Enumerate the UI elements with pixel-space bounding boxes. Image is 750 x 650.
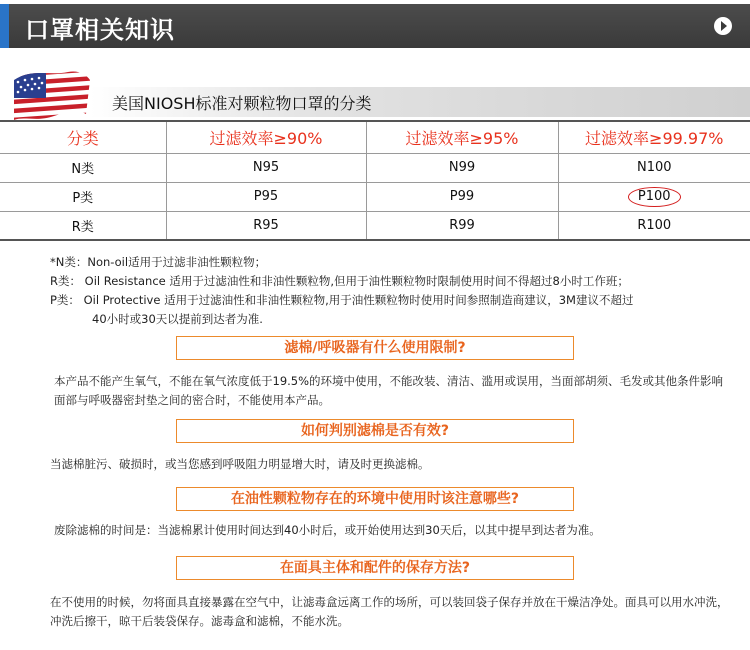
table-cell: N100	[558, 153, 750, 182]
table-header-cell: 过滤效率≥90%	[166, 121, 366, 153]
table-header-cell: 过滤效率≥95%	[366, 121, 558, 153]
note-n: *N类：Non-oil适用于过滤非油性颗粒物；	[50, 255, 267, 269]
highlighted-value: P100	[628, 187, 681, 207]
question-box: 在油性颗粒物存在的环境中使用时该注意哪些?	[176, 487, 574, 511]
subheader-title: 美国NIOSH标准对颗粒物口罩的分类	[112, 94, 372, 113]
table-cell: R类	[0, 211, 166, 240]
table-row	[0, 182, 750, 211]
table-header-row	[0, 121, 750, 153]
table-cell	[558, 182, 750, 211]
table-cell: P95	[166, 182, 366, 211]
question-box: 在面具主体和配件的保存方法?	[176, 556, 574, 580]
note-p: P类： Oil Protective 适用于过滤油性和非油性颗粒物,用于油性颗粒物时使用时间参照制造商建议，3M建议不超过	[50, 293, 634, 307]
page-title: 口罩相关知识	[25, 16, 175, 44]
table-row	[0, 211, 750, 240]
classification-notes	[50, 253, 633, 329]
table-cell: R95	[166, 211, 366, 240]
table-header-cell: 过滤效率≥99.97%	[558, 121, 750, 153]
table-cell: R100	[558, 211, 750, 240]
table-cell: N95	[166, 153, 366, 182]
note-r: R类： Oil Resistance 适用于过滤油性和非油性颗粒物,但用于油性颗粒物时限制使用时间不得超过8小时工作班；	[50, 274, 629, 288]
table-header-cell: 分类	[0, 121, 166, 153]
niosh-classification-table	[0, 120, 750, 241]
table-cell: P99	[366, 182, 558, 211]
table-cell: N99	[366, 153, 558, 182]
question-box: 滤棉/呼吸器有什么使用限制?	[176, 336, 574, 360]
table-row	[0, 153, 750, 182]
answer-text: 在不使用的时候，勿将面具直接暴露在空气中，让滤毒盒远离工作的场所，可以装回袋子保存并放在干燥洁净处。面具可以用水冲洗，冲洗后擦干，晾干后装袋保存。滤毒盒和滤棉，不能水洗。	[50, 595, 729, 628]
answer-text: 废除滤棉的时间是：当滤棉累计使用时间达到40小时后，或开始使用达到30天后，以其中提早到达者为准。	[54, 523, 601, 537]
us-flag-icon	[10, 66, 92, 124]
question-box: 如何判别滤棉是否有效?	[176, 419, 574, 443]
answer-text: 当滤棉脏污、破损时，或当您感到呼吸阻力明显增大时，请及时更换滤棉。	[50, 457, 430, 471]
page-header	[0, 4, 750, 48]
answer-text: 本产品不能产生氧气，不能在氧气浓度低于19.5%的环境中使用，不能改装、清洁、滥用或误用，当面部胡须、毛发或其他条件影响面部与呼吸器密封垫之间的密合时，不能使用本产品。	[54, 374, 724, 407]
note-p-continued: 40小时或30天以提前到达者为准.	[92, 312, 263, 326]
table-cell: N类	[0, 153, 166, 182]
subheader-bar	[90, 87, 750, 117]
table-cell: P类	[0, 182, 166, 211]
table-cell: R99	[366, 211, 558, 240]
play-icon[interactable]	[714, 17, 732, 35]
